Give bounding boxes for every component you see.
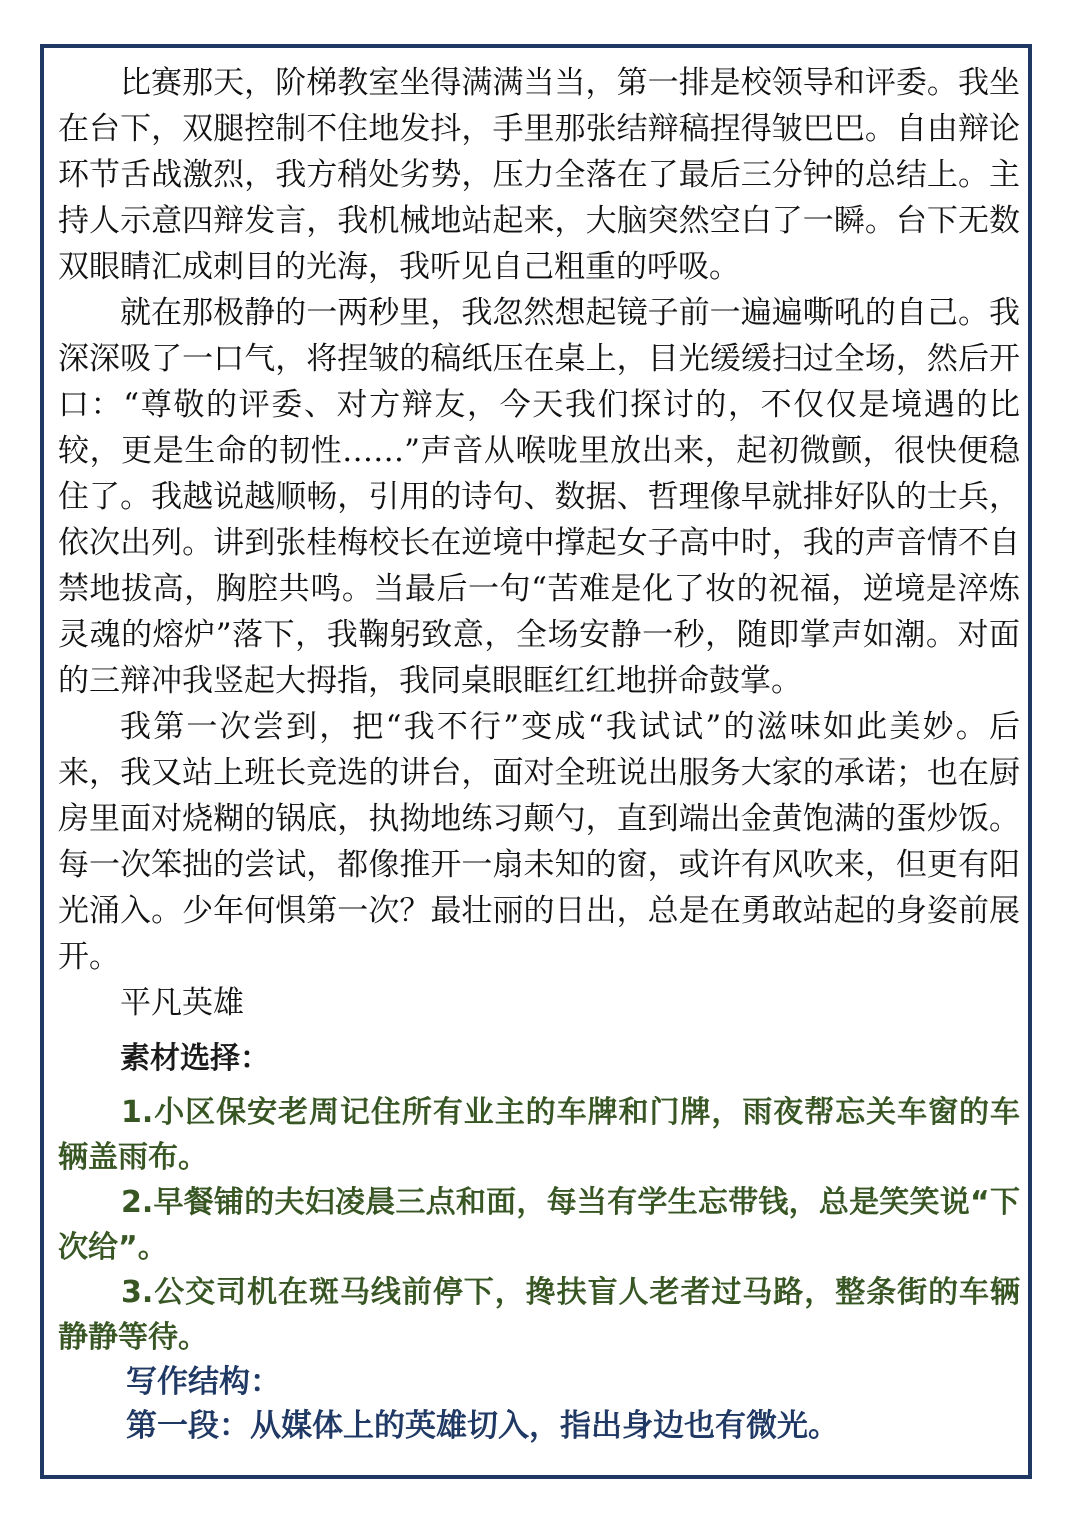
material-item-2: 2.早餐铺的夫妇凌晨三点和面，每当有学生忘带钱，总是笑笑说“下次给”。: [58, 1185, 1020, 1265]
materials-list: [58, 1090, 1020, 1360]
material-item-1: 1.小区保安老周记住所有业主的车牌和门牌，雨夜帮忘关车窗的车辆盖雨布。: [58, 1095, 1020, 1175]
essay-paragraph-1: 比赛那天，阶梯教室坐得满满当当，第一排是校领导和评委。我坐在台下，双腿控制不住地发抖，手里那张结辩稿捏得皱巴巴。自由辩论环节舌战激烈，我方稍处劣势，压力全落在了最后三分钟的总结上。主持人示意四辩发言，我机械地站起来，大脑突然空白了一瞬。台下无数双眼睛汇成刺目的光海，我听见自己粗重的呼吸。: [58, 65, 1020, 285]
structure-first-paragraph: 第一段：从媒体上的英雄切入，指出身边也有微光。: [126, 1408, 839, 1444]
structure-heading: 写作结构：: [126, 1364, 281, 1400]
next-essay-title: 平凡英雄: [120, 985, 244, 1021]
essay-paragraph-2: 就在那极静的一两秒里，我忽然想起镜子前一遍遍嘶吼的自己。我深深吸了一口气，将捏皱的稿纸压在桌上，目光缓缓扫过全场，然后开口：“尊敬的评委、对方辩友，今天我们探讨的，不仅仅是境遇的比较，更是生命的韧性……”声音从喉咙里放出来，起初微颤，很快便稳住了。我越说越顺畅，引用的诗句、数据、哲理像早就排好队的士兵，依次出列。讲到张桂梅校长在逆境中撑起女子高中时，我的声音情不自禁地拔高，胸腔共鸣。当最后一句“苦难是化了妆的祝福，逆境是淬炼灵魂的熔炉”落下，我鞠躬致意，全场安静一秒，随即掌声如潮。对面的三辩冲我竖起大拇指，我同桌眼眶红红地拼命鼓掌。: [58, 295, 1020, 699]
document-content: [58, 60, 1020, 1448]
page-border-frame: [40, 44, 1032, 1479]
essay-paragraph-3: 我第一次尝到，把“我不行”变成“我试试”的滋味如此美妙。后来，我又站上班长竞选的讲台，面对全班说出服务大家的承诺；也在厨房里面对烧糊的锅底，执拗地练习颠勺，直到端出金黄饱满的蛋炒饭。每一次笨拙的尝试，都像推开一扇未知的窗，或许有风吹来，但更有阳光涌入。少年何惧第一次？最壮丽的日出，总是在勇敢站起的身姿前展开。: [58, 709, 1020, 975]
material-item-3: 3.公交司机在斑马线前停下，搀扶盲人老者过马路，整条街的车辆静静等待。: [58, 1275, 1020, 1355]
materials-heading: 素材选择：: [120, 1041, 270, 1076]
